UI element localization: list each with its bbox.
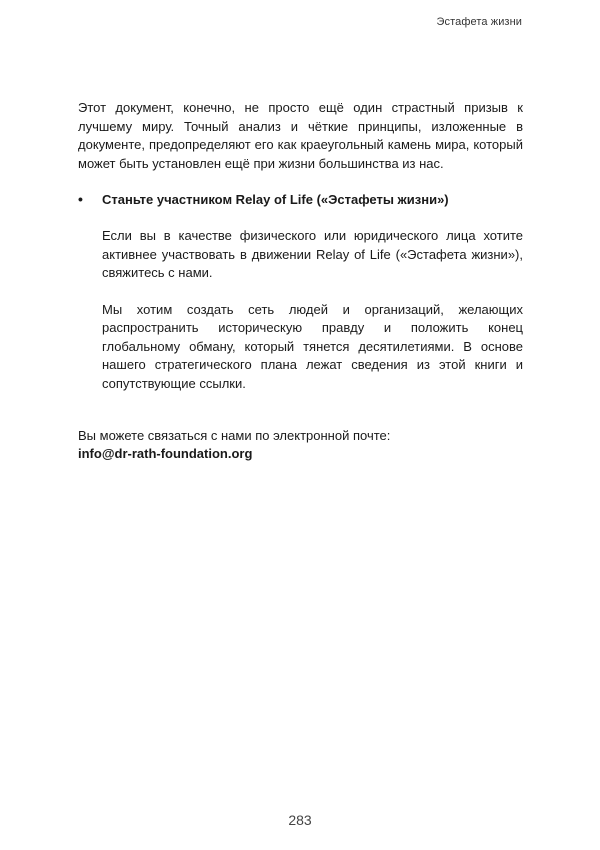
contact-section [78, 427, 523, 463]
bullet-paragraph-network: Мы хотим создать сеть людей и организаций, желающих распространить историческую правду и положить конец глобальному обману, который тянется десятилетиями. В основе нашего стратегического плана лежат сведения из этой книги и сопутствующие ссылки. [102, 301, 523, 391]
intro-paragraph: Этот документ, конечно, не просто ещё один страстный призыв к лучшему миру. Точный анализ и чёткие принципы, изложенные в документе, предопределяют его как краеугольный камень мира, который может быть установлен ещё при жизни большинства из нас. [78, 100, 523, 171]
bullet-paragraph-participation: Если вы в качестве физического или юридического лица хотите активнее участвовать в движении Relay of Life («Эстафета жизни»), свяжитесь с нами. [102, 228, 523, 280]
running-header: Эстафета жизни [436, 16, 522, 28]
contact-email[interactable]: info@dr-rath-foundation.org [78, 446, 253, 461]
page-number: 283 [288, 812, 312, 828]
bullet-heading-row [78, 190, 523, 209]
bullet-section [78, 190, 523, 393]
bullet-icon: • [78, 191, 83, 207]
bullet-heading: Станьте участником Relay of Life («Эстафеты жизни») [102, 192, 449, 207]
contact-label: Вы можете связаться с нами по электронной почте: [78, 428, 391, 443]
